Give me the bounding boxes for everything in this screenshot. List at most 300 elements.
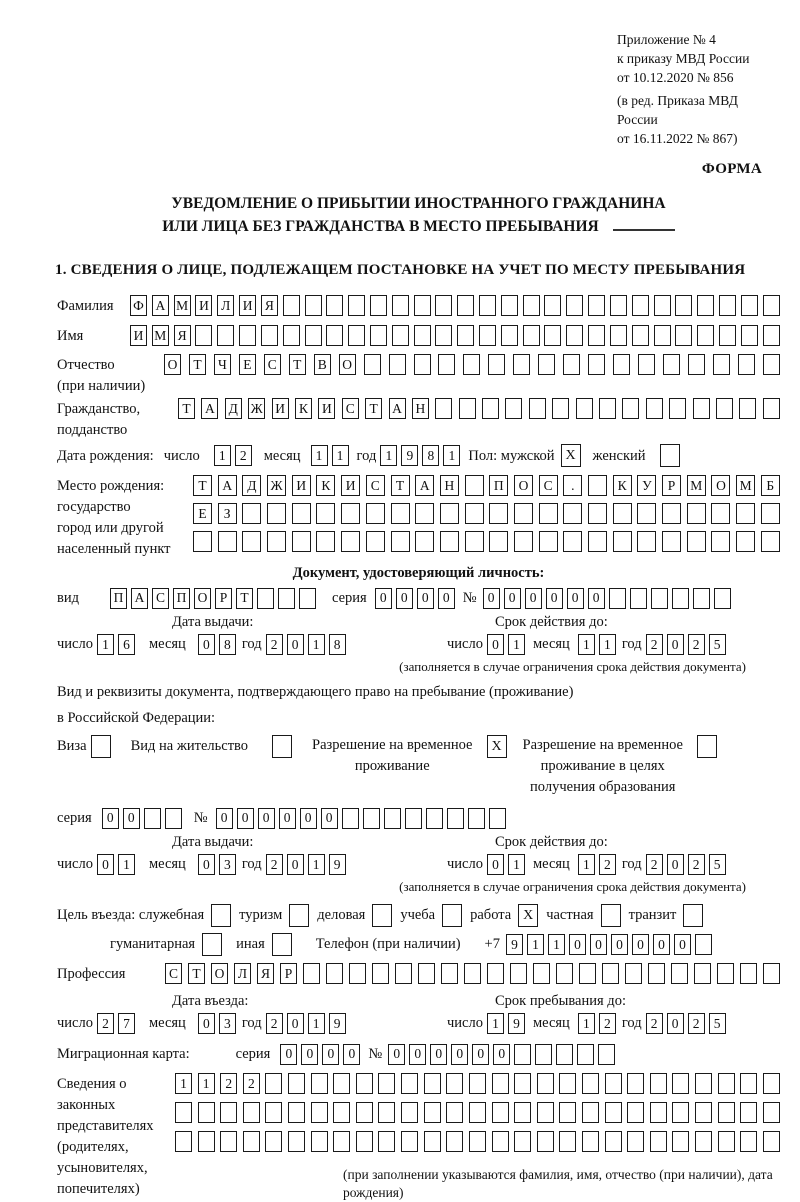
temp-permit-checkbox[interactable]: X xyxy=(487,735,507,758)
char-cell[interactable]: 0 xyxy=(611,934,628,955)
char-cell[interactable]: С xyxy=(264,354,281,375)
char-cell[interactable] xyxy=(372,963,389,984)
char-cell[interactable] xyxy=(559,1102,576,1123)
char-cell[interactable] xyxy=(638,354,655,375)
char-cell[interactable] xyxy=(695,1073,712,1094)
char-cell[interactable] xyxy=(763,295,780,316)
char-cell[interactable]: И xyxy=(341,475,360,496)
char-cell[interactable]: 0 xyxy=(198,1013,215,1034)
char-cell[interactable] xyxy=(333,1102,350,1123)
char-cell[interactable] xyxy=(598,1044,615,1065)
char-cell[interactable] xyxy=(539,531,558,552)
char-cell[interactable] xyxy=(513,354,530,375)
char-cell[interactable]: Ж xyxy=(267,475,286,496)
char-cell[interactable]: 1 xyxy=(118,854,135,875)
char-cell[interactable]: Р xyxy=(215,588,232,609)
char-cell[interactable] xyxy=(514,531,533,552)
char-cell[interactable]: 1 xyxy=(599,634,616,655)
purpose-delovaya-checkbox[interactable] xyxy=(372,904,392,927)
char-cell[interactable] xyxy=(625,963,642,984)
char-cell[interactable]: 1 xyxy=(578,1013,595,1034)
char-cell[interactable] xyxy=(675,325,692,346)
char-cell[interactable] xyxy=(566,295,583,316)
char-cell[interactable] xyxy=(469,1102,486,1123)
char-cell[interactable] xyxy=(763,963,780,984)
char-cell[interactable]: О xyxy=(711,475,730,496)
char-cell[interactable] xyxy=(366,531,385,552)
char-cell[interactable] xyxy=(175,1131,192,1152)
char-cell[interactable]: Ж xyxy=(248,398,265,419)
char-cell[interactable]: 0 xyxy=(667,634,684,655)
char-cell[interactable]: 0 xyxy=(417,588,434,609)
char-cell[interactable] xyxy=(364,354,381,375)
char-cell[interactable] xyxy=(714,588,731,609)
char-cell[interactable] xyxy=(763,1131,780,1152)
char-cell[interactable] xyxy=(492,1073,509,1094)
char-cell[interactable] xyxy=(316,503,335,524)
char-cell[interactable] xyxy=(265,1131,282,1152)
char-cell[interactable] xyxy=(220,1131,237,1152)
char-cell[interactable] xyxy=(605,1073,622,1094)
char-cell[interactable] xyxy=(465,503,484,524)
char-cell[interactable] xyxy=(435,325,452,346)
char-cell[interactable]: 2 xyxy=(688,854,705,875)
char-cell[interactable] xyxy=(414,295,431,316)
char-cell[interactable] xyxy=(610,325,627,346)
char-cell[interactable] xyxy=(605,1102,622,1123)
char-cell[interactable] xyxy=(738,354,755,375)
char-cell[interactable]: 2 xyxy=(243,1073,260,1094)
char-cell[interactable]: 0 xyxy=(451,1044,468,1065)
char-cell[interactable] xyxy=(414,354,431,375)
char-cell[interactable] xyxy=(288,1073,305,1094)
char-cell[interactable]: 9 xyxy=(506,934,523,955)
char-cell[interactable] xyxy=(356,1131,373,1152)
char-cell[interactable]: К xyxy=(613,475,632,496)
char-cell[interactable]: 1 xyxy=(308,1013,325,1034)
char-cell[interactable]: 0 xyxy=(504,588,521,609)
char-cell[interactable] xyxy=(671,963,688,984)
char-cell[interactable]: 5 xyxy=(709,1013,726,1034)
purpose-work-checkbox[interactable]: X xyxy=(518,904,538,927)
char-cell[interactable]: 0 xyxy=(279,808,296,829)
char-cell[interactable] xyxy=(588,475,607,496)
char-cell[interactable] xyxy=(468,808,485,829)
char-cell[interactable]: 0 xyxy=(102,808,119,829)
char-cell[interactable]: М xyxy=(174,295,191,316)
char-cell[interactable]: Б xyxy=(761,475,780,496)
char-cell[interactable]: П xyxy=(173,588,190,609)
char-cell[interactable]: 1 xyxy=(311,445,328,466)
char-cell[interactable] xyxy=(582,1131,599,1152)
char-cell[interactable] xyxy=(242,503,261,524)
char-cell[interactable] xyxy=(552,398,569,419)
char-cell[interactable] xyxy=(492,1102,509,1123)
char-cell[interactable] xyxy=(637,531,656,552)
char-cell[interactable] xyxy=(488,354,505,375)
char-cell[interactable] xyxy=(763,398,780,419)
char-cell[interactable]: 1 xyxy=(332,445,349,466)
char-cell[interactable] xyxy=(418,963,435,984)
char-cell[interactable] xyxy=(514,1102,531,1123)
char-cell[interactable] xyxy=(370,295,387,316)
char-cell[interactable]: У xyxy=(637,475,656,496)
purpose-business-checkbox[interactable] xyxy=(211,904,231,927)
char-cell[interactable]: 0 xyxy=(287,854,304,875)
char-cell[interactable] xyxy=(342,808,359,829)
char-cell[interactable] xyxy=(711,503,730,524)
char-cell[interactable]: М xyxy=(736,475,755,496)
char-cell[interactable]: 1 xyxy=(308,854,325,875)
char-cell[interactable] xyxy=(283,295,300,316)
purpose-transit-checkbox[interactable] xyxy=(683,904,703,927)
purpose-study-checkbox[interactable] xyxy=(442,904,462,927)
char-cell[interactable] xyxy=(566,325,583,346)
char-cell[interactable] xyxy=(718,1073,735,1094)
char-cell[interactable]: 0 xyxy=(287,634,304,655)
char-cell[interactable]: 0 xyxy=(409,1044,426,1065)
char-cell[interactable] xyxy=(218,531,237,552)
char-cell[interactable] xyxy=(717,963,734,984)
char-cell[interactable] xyxy=(535,1044,552,1065)
char-cell[interactable] xyxy=(299,588,316,609)
char-cell[interactable]: П xyxy=(110,588,127,609)
char-cell[interactable] xyxy=(165,808,182,829)
char-cell[interactable] xyxy=(695,1102,712,1123)
char-cell[interactable]: 0 xyxy=(301,1044,318,1065)
char-cell[interactable] xyxy=(446,1102,463,1123)
char-cell[interactable] xyxy=(489,531,508,552)
char-cell[interactable] xyxy=(267,503,286,524)
char-cell[interactable] xyxy=(610,295,627,316)
char-cell[interactable] xyxy=(384,808,401,829)
char-cell[interactable] xyxy=(370,325,387,346)
char-cell[interactable] xyxy=(424,1102,441,1123)
char-cell[interactable] xyxy=(632,325,649,346)
char-cell[interactable]: О xyxy=(164,354,181,375)
char-cell[interactable] xyxy=(447,808,464,829)
char-cell[interactable]: 0 xyxy=(588,588,605,609)
char-cell[interactable] xyxy=(651,588,668,609)
char-cell[interactable]: 5 xyxy=(709,854,726,875)
char-cell[interactable] xyxy=(582,1102,599,1123)
char-cell[interactable] xyxy=(363,808,380,829)
char-cell[interactable] xyxy=(392,325,409,346)
char-cell[interactable] xyxy=(492,1131,509,1152)
char-cell[interactable]: 0 xyxy=(487,634,504,655)
char-cell[interactable] xyxy=(391,531,410,552)
char-cell[interactable]: С xyxy=(366,475,385,496)
char-cell[interactable] xyxy=(243,1131,260,1152)
char-cell[interactable] xyxy=(588,325,605,346)
char-cell[interactable] xyxy=(763,1073,780,1094)
char-cell[interactable]: 0 xyxy=(667,854,684,875)
char-cell[interactable] xyxy=(582,1073,599,1094)
char-cell[interactable]: 0 xyxy=(287,1013,304,1034)
char-cell[interactable] xyxy=(243,1102,260,1123)
char-cell[interactable] xyxy=(688,354,705,375)
char-cell[interactable]: 0 xyxy=(487,854,504,875)
char-cell[interactable]: Т xyxy=(391,475,410,496)
char-cell[interactable] xyxy=(463,354,480,375)
char-cell[interactable]: И xyxy=(195,295,212,316)
char-cell[interactable] xyxy=(305,325,322,346)
char-cell[interactable] xyxy=(479,295,496,316)
char-cell[interactable] xyxy=(741,325,758,346)
char-cell[interactable]: 0 xyxy=(546,588,563,609)
char-cell[interactable] xyxy=(763,354,780,375)
char-cell[interactable] xyxy=(718,1102,735,1123)
char-cell[interactable] xyxy=(637,503,656,524)
char-cell[interactable]: 2 xyxy=(646,854,663,875)
char-cell[interactable]: А xyxy=(389,398,406,419)
char-cell[interactable] xyxy=(537,1073,554,1094)
char-cell[interactable]: 0 xyxy=(280,1044,297,1065)
char-cell[interactable] xyxy=(501,295,518,316)
char-cell[interactable]: 0 xyxy=(258,808,275,829)
char-cell[interactable] xyxy=(440,531,459,552)
char-cell[interactable]: 9 xyxy=(329,854,346,875)
char-cell[interactable]: 0 xyxy=(216,808,233,829)
char-cell[interactable] xyxy=(288,1131,305,1152)
char-cell[interactable]: 0 xyxy=(300,808,317,829)
char-cell[interactable] xyxy=(613,503,632,524)
purpose-humanitarian-checkbox[interactable] xyxy=(202,933,222,956)
char-cell[interactable] xyxy=(501,325,518,346)
residence-permit-checkbox[interactable] xyxy=(272,735,292,758)
char-cell[interactable] xyxy=(356,1102,373,1123)
char-cell[interactable] xyxy=(544,295,561,316)
char-cell[interactable]: 2 xyxy=(599,854,616,875)
char-cell[interactable] xyxy=(648,963,665,984)
char-cell[interactable] xyxy=(311,1131,328,1152)
char-cell[interactable] xyxy=(242,531,261,552)
char-cell[interactable] xyxy=(663,354,680,375)
char-cell[interactable] xyxy=(630,588,647,609)
char-cell[interactable] xyxy=(305,295,322,316)
char-cell[interactable]: 1 xyxy=(508,854,525,875)
char-cell[interactable]: 0 xyxy=(632,934,649,955)
char-cell[interactable] xyxy=(577,1044,594,1065)
char-cell[interactable] xyxy=(303,963,320,984)
char-cell[interactable]: Д xyxy=(242,475,261,496)
char-cell[interactable] xyxy=(627,1073,644,1094)
char-cell[interactable] xyxy=(198,1102,215,1123)
char-cell[interactable]: К xyxy=(316,475,335,496)
char-cell[interactable] xyxy=(464,963,481,984)
char-cell[interactable]: 1 xyxy=(380,445,397,466)
char-cell[interactable] xyxy=(326,295,343,316)
char-cell[interactable]: Ч xyxy=(214,354,231,375)
char-cell[interactable] xyxy=(761,503,780,524)
char-cell[interactable]: И xyxy=(292,475,311,496)
char-cell[interactable] xyxy=(440,503,459,524)
char-cell[interactable] xyxy=(265,1102,282,1123)
char-cell[interactable]: 1 xyxy=(214,445,231,466)
char-cell[interactable]: И xyxy=(318,398,335,419)
sex-male-checkbox[interactable]: X xyxy=(561,444,581,467)
char-cell[interactable]: 1 xyxy=(175,1073,192,1094)
char-cell[interactable]: В xyxy=(314,354,331,375)
char-cell[interactable] xyxy=(424,1073,441,1094)
char-cell[interactable]: О xyxy=(514,475,533,496)
char-cell[interactable] xyxy=(333,1073,350,1094)
char-cell[interactable] xyxy=(654,325,671,346)
char-cell[interactable] xyxy=(426,808,443,829)
char-cell[interactable] xyxy=(669,398,686,419)
char-cell[interactable] xyxy=(693,398,710,419)
char-cell[interactable]: Т xyxy=(189,354,206,375)
char-cell[interactable] xyxy=(459,398,476,419)
char-cell[interactable]: 1 xyxy=(198,1073,215,1094)
char-cell[interactable] xyxy=(741,295,758,316)
char-cell[interactable] xyxy=(579,963,596,984)
char-cell[interactable]: 2 xyxy=(97,1013,114,1034)
char-cell[interactable]: 2 xyxy=(266,854,283,875)
char-cell[interactable] xyxy=(469,1131,486,1152)
char-cell[interactable] xyxy=(469,1073,486,1094)
char-cell[interactable] xyxy=(609,588,626,609)
char-cell[interactable]: Р xyxy=(662,475,681,496)
char-cell[interactable] xyxy=(278,588,295,609)
char-cell[interactable] xyxy=(366,503,385,524)
char-cell[interactable] xyxy=(599,398,616,419)
char-cell[interactable] xyxy=(479,325,496,346)
char-cell[interactable] xyxy=(349,963,366,984)
char-cell[interactable] xyxy=(687,531,706,552)
char-cell[interactable]: А xyxy=(415,475,434,496)
purpose-tourism-checkbox[interactable] xyxy=(289,904,309,927)
char-cell[interactable] xyxy=(588,531,607,552)
char-cell[interactable]: Л xyxy=(217,295,234,316)
char-cell[interactable] xyxy=(326,963,343,984)
char-cell[interactable]: Т xyxy=(236,588,253,609)
char-cell[interactable]: Я xyxy=(257,963,274,984)
char-cell[interactable]: 0 xyxy=(396,588,413,609)
char-cell[interactable]: 6 xyxy=(118,634,135,655)
char-cell[interactable] xyxy=(510,963,527,984)
char-cell[interactable] xyxy=(326,325,343,346)
char-cell[interactable]: 9 xyxy=(508,1013,525,1034)
char-cell[interactable] xyxy=(401,1073,418,1094)
char-cell[interactable]: Т xyxy=(289,354,306,375)
char-cell[interactable]: Л xyxy=(234,963,251,984)
char-cell[interactable]: Н xyxy=(440,475,459,496)
char-cell[interactable]: 8 xyxy=(329,634,346,655)
char-cell[interactable]: 0 xyxy=(375,588,392,609)
char-cell[interactable]: О xyxy=(211,963,228,984)
char-cell[interactable] xyxy=(333,1131,350,1152)
char-cell[interactable]: 0 xyxy=(674,934,691,955)
visa-checkbox[interactable] xyxy=(91,735,111,758)
char-cell[interactable]: 2 xyxy=(688,1013,705,1034)
char-cell[interactable] xyxy=(716,398,733,419)
char-cell[interactable] xyxy=(195,325,212,346)
char-cell[interactable]: 0 xyxy=(653,934,670,955)
char-cell[interactable]: Т xyxy=(193,475,212,496)
char-cell[interactable] xyxy=(632,295,649,316)
char-cell[interactable]: 1 xyxy=(578,634,595,655)
char-cell[interactable] xyxy=(672,588,689,609)
char-cell[interactable]: . xyxy=(563,475,582,496)
char-cell[interactable] xyxy=(544,325,561,346)
char-cell[interactable]: 0 xyxy=(493,1044,510,1065)
char-cell[interactable]: 0 xyxy=(438,588,455,609)
char-cell[interactable]: 0 xyxy=(388,1044,405,1065)
char-cell[interactable] xyxy=(392,295,409,316)
char-cell[interactable] xyxy=(193,531,212,552)
char-cell[interactable] xyxy=(563,503,582,524)
char-cell[interactable]: 0 xyxy=(97,854,114,875)
char-cell[interactable]: 2 xyxy=(646,1013,663,1034)
char-cell[interactable] xyxy=(457,325,474,346)
sex-female-checkbox[interactable] xyxy=(660,444,680,467)
char-cell[interactable]: Т xyxy=(178,398,195,419)
char-cell[interactable] xyxy=(175,1102,192,1123)
char-cell[interactable] xyxy=(559,1073,576,1094)
char-cell[interactable] xyxy=(401,1102,418,1123)
char-cell[interactable] xyxy=(438,354,455,375)
char-cell[interactable] xyxy=(217,325,234,346)
char-cell[interactable]: А xyxy=(201,398,218,419)
char-cell[interactable] xyxy=(198,1131,215,1152)
char-cell[interactable] xyxy=(693,588,710,609)
purpose-private-checkbox[interactable] xyxy=(601,904,621,927)
char-cell[interactable] xyxy=(654,295,671,316)
char-cell[interactable] xyxy=(489,503,508,524)
char-cell[interactable] xyxy=(487,963,504,984)
char-cell[interactable]: 0 xyxy=(322,1044,339,1065)
char-cell[interactable] xyxy=(435,398,452,419)
char-cell[interactable] xyxy=(576,398,593,419)
char-cell[interactable] xyxy=(378,1131,395,1152)
char-cell[interactable] xyxy=(650,1102,667,1123)
char-cell[interactable] xyxy=(505,398,522,419)
char-cell[interactable] xyxy=(514,1044,531,1065)
char-cell[interactable] xyxy=(739,398,756,419)
char-cell[interactable]: О xyxy=(194,588,211,609)
char-cell[interactable]: 2 xyxy=(266,634,283,655)
char-cell[interactable] xyxy=(441,963,458,984)
char-cell[interactable] xyxy=(740,1102,757,1123)
char-cell[interactable]: 1 xyxy=(508,634,525,655)
char-cell[interactable]: 0 xyxy=(430,1044,447,1065)
char-cell[interactable] xyxy=(672,1073,689,1094)
char-cell[interactable] xyxy=(622,398,639,419)
char-cell[interactable] xyxy=(713,354,730,375)
char-cell[interactable] xyxy=(627,1102,644,1123)
char-cell[interactable] xyxy=(341,531,360,552)
char-cell[interactable] xyxy=(627,1131,644,1152)
char-cell[interactable]: 0 xyxy=(472,1044,489,1065)
char-cell[interactable] xyxy=(559,1131,576,1152)
char-cell[interactable] xyxy=(415,531,434,552)
char-cell[interactable]: С xyxy=(165,963,182,984)
char-cell[interactable]: Т xyxy=(188,963,205,984)
char-cell[interactable] xyxy=(288,1102,305,1123)
char-cell[interactable] xyxy=(650,1073,667,1094)
char-cell[interactable] xyxy=(556,963,573,984)
char-cell[interactable] xyxy=(711,531,730,552)
char-cell[interactable] xyxy=(424,1131,441,1152)
char-cell[interactable] xyxy=(588,503,607,524)
char-cell[interactable]: 9 xyxy=(329,1013,346,1034)
char-cell[interactable] xyxy=(537,1102,554,1123)
char-cell[interactable] xyxy=(356,1073,373,1094)
char-cell[interactable] xyxy=(239,325,256,346)
char-cell[interactable] xyxy=(261,325,278,346)
char-cell[interactable] xyxy=(650,1131,667,1152)
